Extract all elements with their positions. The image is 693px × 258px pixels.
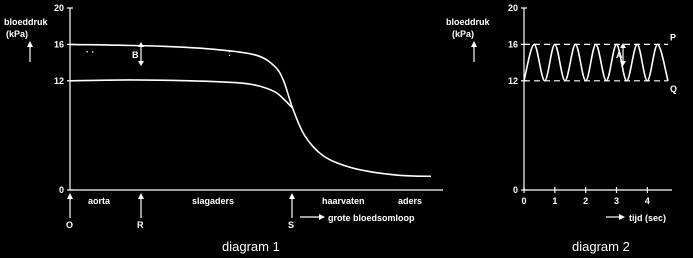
d1-y-tick-label: 16 xyxy=(53,39,64,50)
d2-xlabel: tijd (sec) xyxy=(629,213,667,223)
d1-xlabel: grote bloedsomloop xyxy=(328,213,415,223)
d1-region-aorta: aorta xyxy=(88,196,111,206)
d2-xlabel-arrowhead xyxy=(619,214,625,220)
d2-ylabel-arrowhead xyxy=(471,41,477,47)
d2-y-tick-label: 0 xyxy=(512,185,518,195)
d1-region-haarvaten: haarvaten xyxy=(322,196,365,206)
d1-y-tick-label: 12 xyxy=(53,75,64,86)
d1-arrowhead-o xyxy=(67,193,73,199)
d1-region-slagaders: slagaders xyxy=(192,196,235,206)
d2-x-tick-label: 3 xyxy=(613,196,620,206)
d2-caption: diagram 2 xyxy=(572,239,630,254)
d1-yunit: (kPa) xyxy=(6,29,29,39)
d1-region-aders: aders xyxy=(398,196,423,206)
diagram-2 xyxy=(446,3,677,254)
d1-y-tick-label: 20 xyxy=(53,3,64,13)
d1-point-o: O xyxy=(66,220,74,230)
d2-a-arrowhead-top xyxy=(620,43,626,48)
d2-ylabel: bloeddruk xyxy=(446,17,490,27)
d1-ylabel-arrowhead xyxy=(27,41,33,47)
d1-arrowhead-s xyxy=(289,193,295,199)
d2-y-tick-label: 20 xyxy=(507,3,518,13)
d2-y-tick-label: 12 xyxy=(507,75,518,86)
d1-b-arrowhead-bottom xyxy=(138,61,144,66)
d2-yunit: (kPa) xyxy=(452,29,475,39)
d1-series-upper xyxy=(70,44,431,176)
d2-a-label: A xyxy=(616,50,623,60)
d2-series-pressure xyxy=(524,44,668,80)
d1-arrowhead-r xyxy=(138,193,144,199)
d1-dots-right: : xyxy=(228,48,231,58)
d1-caption: diagram 1 xyxy=(222,239,280,254)
d1-ylabel: bloeddruk xyxy=(4,17,48,27)
d2-x-tick-label: 1 xyxy=(552,196,558,206)
d2-x-tick-label: 0 xyxy=(521,196,527,206)
d2-a-arrowhead-bottom xyxy=(620,61,626,66)
d2-y-tick-label: 16 xyxy=(507,39,518,50)
d1-b-arrowhead-top xyxy=(138,42,144,47)
d1-y-tick-label: 0 xyxy=(58,185,64,195)
d1-series-lower xyxy=(70,80,293,108)
d2-x-tick-label: 4 xyxy=(644,196,650,206)
diagram-1 xyxy=(4,3,443,254)
d2-ref-label-p: P xyxy=(670,32,677,43)
d1-xlabel-arrowhead xyxy=(319,214,325,220)
d1-point-s: S xyxy=(288,220,295,230)
d2-x-tick-label: 2 xyxy=(583,196,589,206)
d1-point-r: R xyxy=(137,220,144,230)
d1-b-label: B xyxy=(132,50,139,60)
d1-dots-left: · · xyxy=(86,47,95,57)
d2-ref-label-q: Q xyxy=(670,83,678,94)
